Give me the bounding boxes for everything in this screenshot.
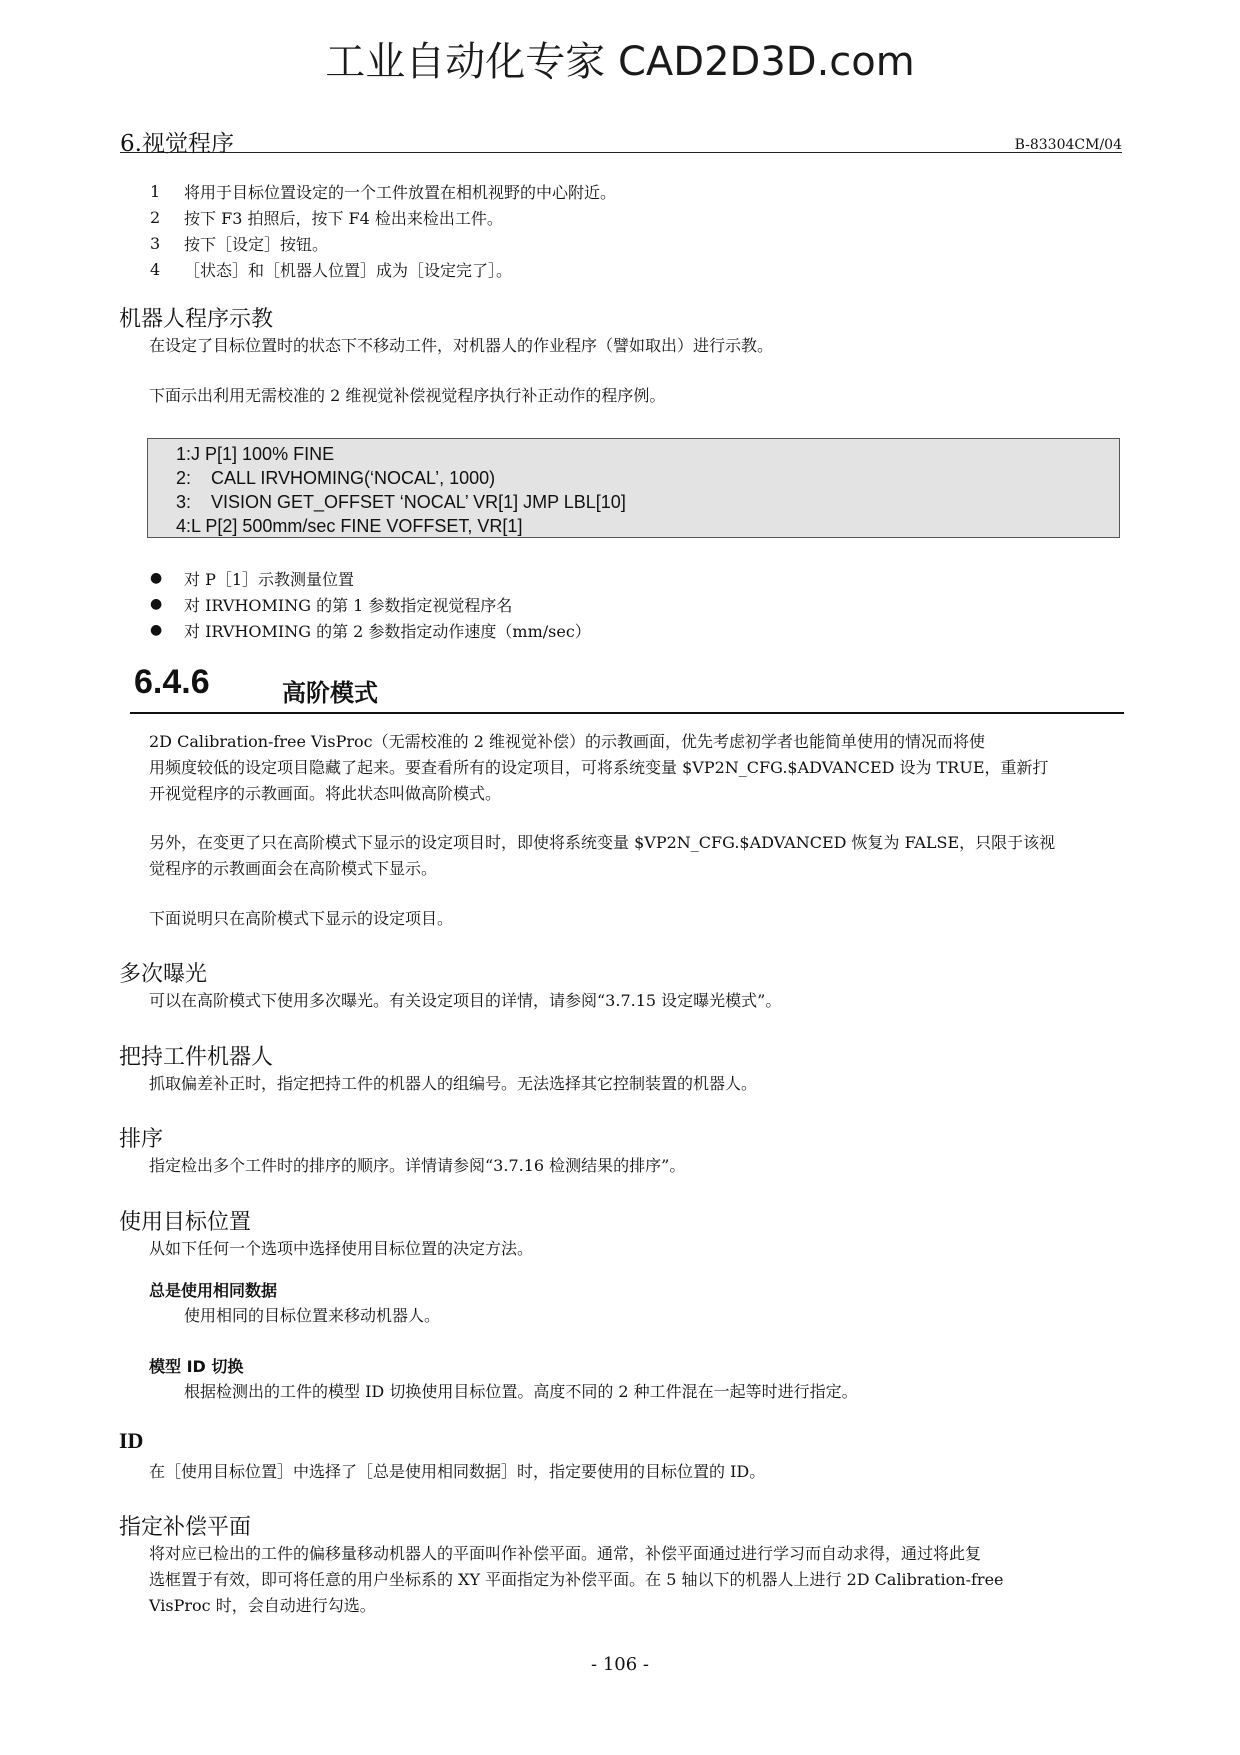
option-always-same-text: 使用相同的目标位置来移动机器人。 (184, 1306, 441, 1325)
robot-teach-heading: 机器人程序示教 (119, 307, 274, 332)
code-line: 4:L P[2] 500mm/sec FINE VOFFSET, VR[1] (176, 516, 523, 536)
text-line: 将对应已检出的工件的偏移量移动机器人的平面叫作补偿平面。通常，补偿平面通过进行学习而自动求得，通过将此复 (149, 1544, 982, 1563)
step-text: 按下 F3 拍照后，按下 F4 检出来检出工件。 (184, 208, 503, 228)
option-always-same-title: 总是使用相同数据 (149, 1281, 278, 1300)
advanced-mode-paragraph-3: 下面说明只在高阶模式下显示的设定项目。 (149, 909, 454, 928)
text-line: 另外，在变更了只在高阶模式下显示的设定项目时，即使将系统变量 $VP2N_CFG.$ADVANCED 恢复为 FALSE，只限于该视 (149, 833, 1056, 852)
code-line: 2: CALL IRVHOMING(‘NOCAL’, 1000) (176, 468, 496, 488)
holding-robot-heading: 把持工件机器人 (119, 1045, 274, 1070)
step-text: 将用于目标位置设定的一个工件放置在相机视野的中心附近。 (184, 182, 617, 202)
site-banner: 工业自动化专家 CAD2D3D.com (325, 39, 915, 85)
sorting-text: 指定检出多个工件时的排序的顺序。详情请参阅“3.7.16 检测结果的排序”。 (149, 1156, 686, 1175)
text-line: 用频度较低的设定项目隐藏了起来。要查看所有的设定项目，可将系统变量 $VP2N_CFG.$ADVANCED 设为 TRUE，重新打 (149, 758, 1049, 777)
text-line: 2D Calibration-free VisProc（无需校准的 2 维视觉补偿）的示教画面，优先考虑初学者也能简单使用的情况而将使 (149, 732, 985, 751)
bullet-icon: ● (150, 570, 163, 586)
advanced-mode-paragraph-1 (149, 729, 1049, 807)
section-title: 高阶模式 (282, 679, 378, 707)
use-target-heading: 使用目标位置 (119, 1210, 252, 1235)
use-target-text: 从如下任何一个选项中选择使用目标位置的决定方法。 (149, 1239, 534, 1258)
list-item (150, 230, 616, 256)
id-text: 在［使用目标位置］中选择了［总是使用相同数据］时，指定要使用的目标位置的 ID。 (149, 1462, 766, 1481)
text-line: VisProc 时，会自动进行勾选。 (149, 1596, 376, 1615)
document-code: B-83304CM/04 (1014, 137, 1122, 153)
bullet-text: 对 IRVHOMING 的第 2 参数指定动作速度（mm/sec） (184, 621, 591, 641)
bullet-icon: ● (150, 622, 163, 638)
list-item (150, 617, 591, 643)
step-number: 2 (150, 207, 161, 227)
bullet-text: 对 IRVHOMING 的第 1 参数指定视觉程序名 (184, 595, 513, 615)
header-rule (120, 152, 1122, 153)
code-line: 1:J P[1] 100% FINE (176, 444, 335, 464)
code-line: 3: VISION GET_OFFSET ‘NOCAL’ VR[1] JMP LBL[10] (176, 492, 626, 512)
bullet-icon: ● (150, 596, 163, 612)
list-item (150, 178, 616, 204)
program-example-box (147, 438, 1120, 538)
step-list (150, 178, 616, 282)
chapter-title: 6.视觉程序 (120, 131, 234, 157)
step-text: ［状态］和［机器人位置］成为［设定完了］。 (184, 260, 513, 280)
step-number: 4 (150, 259, 161, 279)
section-number: 6.4.6 (134, 663, 210, 701)
multi-exposure-heading: 多次曝光 (119, 962, 208, 987)
step-number: 3 (150, 233, 161, 253)
list-item (150, 204, 616, 230)
text-line: 选框置于有效，即可将任意的用户坐标系的 XY 平面指定为补偿平面。在 5 轴以下的机器人上进行 2D Calibration-free (149, 1570, 1004, 1589)
bullet-list (150, 565, 591, 643)
page-number: - 106 - (591, 1654, 649, 1675)
step-text: 按下［设定］按钮。 (184, 234, 329, 254)
option-model-id-title: 模型 ID 切换 (149, 1357, 244, 1376)
list-item (150, 591, 591, 617)
bullet-text: 对 P［1］示教测量位置 (184, 569, 355, 589)
list-item (150, 565, 591, 591)
robot-teach-paragraph-1: 在设定了目标位置时的状态下不移动工件，对机器人的作业程序（譬如取出）进行示教。 (149, 336, 774, 355)
text-line: 开视觉程序的示教画面。将此状态叫做高阶模式。 (149, 784, 502, 803)
section-rule (130, 712, 1124, 714)
text-line: 觉程序的示教画面会在高阶模式下显示。 (149, 859, 438, 878)
advanced-mode-paragraph-2 (149, 830, 1055, 882)
step-number: 1 (150, 181, 161, 201)
multi-exposure-text: 可以在高阶模式下使用多次曝光。有关设定项目的详情，请参阅“3.7.15 设定曝光模式”。 (149, 991, 782, 1010)
sorting-heading: 排序 (119, 1127, 164, 1152)
comp-plane-heading: 指定补偿平面 (119, 1515, 252, 1540)
list-item (150, 256, 616, 282)
holding-robot-text: 抓取偏差补正时，指定把持工件的机器人的组编号。无法选择其它控制装置的机器人。 (149, 1074, 758, 1093)
robot-teach-paragraph-2: 下面示出利用无需校准的 2 维视觉补偿视觉程序执行补正动作的程序例。 (149, 386, 666, 405)
option-model-id-text: 根据检测出的工件的模型 ID 切换使用目标位置。高度不同的 2 种工件混在一起等时进行指定。 (184, 1382, 858, 1401)
comp-plane-paragraph (149, 1541, 1004, 1619)
id-heading: ID (119, 1428, 144, 1453)
